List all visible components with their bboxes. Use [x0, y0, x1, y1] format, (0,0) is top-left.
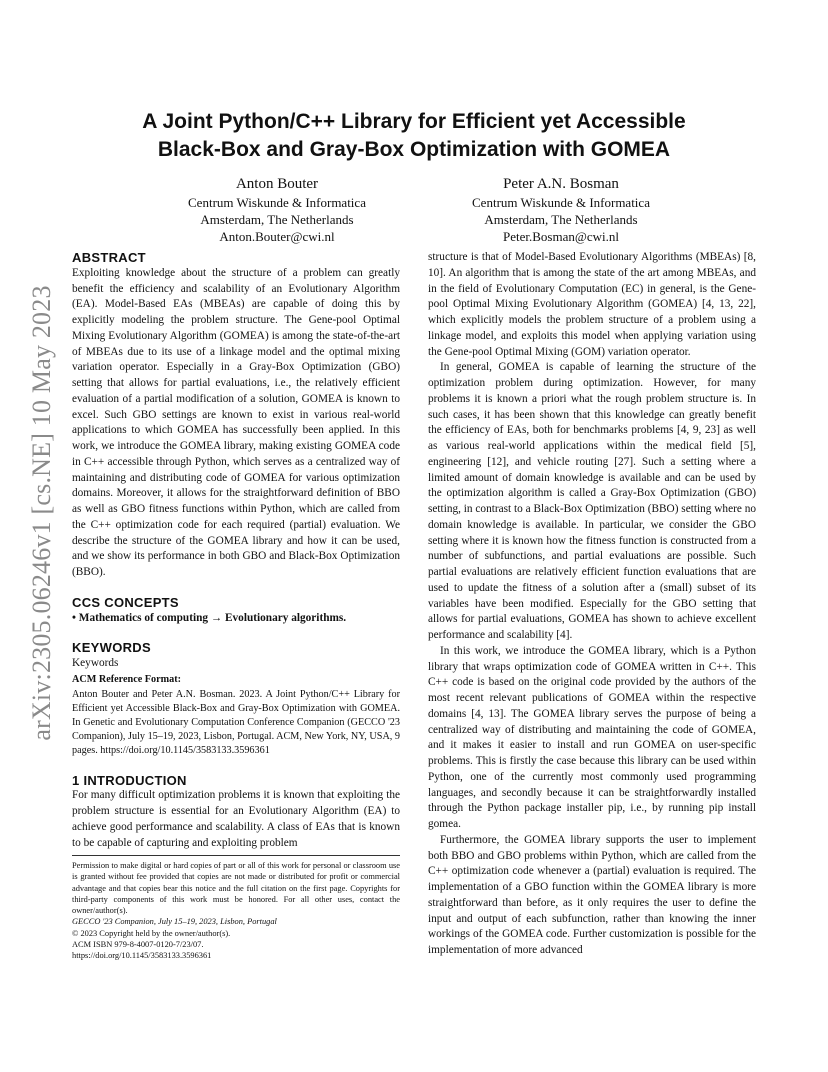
title-line-1: A Joint Python/C++ Library for Efficient yet Accessible	[142, 110, 686, 133]
permission-notice: Permission to make digital or hard copies of part or all of this work for personal or classroom use is granted without fee provided that copies are not made or distributed for profit or commercial advantage and that copies bear this notice and the full citation on the first page. Copyrights for third-party components of this work must be honored. For all other uses, contact the owner/author(s).	[72, 861, 400, 916]
right-column	[428, 250, 756, 959]
introduction-text: For many difficult optimization problems it is known that exploiting the problem structure is essential for an Evolutionary Algorithm (EA) to achieve good performance and scalability. A class of EAs that is known to be capable of capturing and exploiting problem	[72, 789, 400, 849]
paragraph: In this work, we introduce the GOMEA library, which is a Python library that wraps optimization code of GOMEA written in C++. This C++ code is based on the original code provided by the authors of the most recent relevant publications of GOMEA within the respective domains [4, 13]. The GOMEA library serves the purpose of being a centralized way of distributing and maintaining the code of GOMEA, and it makes it easier to install and run GOMEA on user-specific problems. This is firstly the case because this library can be used within Python, one of the currently most commonly used programming languages, and secondly because it can be straightforwardly installed through the Python package installer pip, i.e., by running pip install gomea.	[428, 644, 756, 830]
ccs-heading: CCS CONCEPTS	[72, 594, 179, 610]
paragraph: Furthermore, the GOMEA library supports the user to implement both BBO and GBO problems within Python, which are called from the C++ optimization code whenever a (partial) evaluation is required. The implementation of a GBO function within the GOMEA library is more straightforward than before, as it only requires the user to define the input and output of each subfunction, rather than knowing the inner workings of the GOMEA code. Further customization is possible for the implementation of more advanced	[428, 833, 756, 956]
doi-link[interactable]: https://doi.org/10.1145/3583133.3596361	[72, 951, 212, 961]
keywords-text: Keywords	[72, 657, 119, 669]
keywords-heading: KEYWORDS	[72, 640, 151, 656]
author-affiliation: Centrum Wiskunde & Informatica	[188, 195, 366, 210]
author-block-2	[411, 174, 711, 245]
abstract-heading: ABSTRACT	[72, 250, 146, 265]
author-location: Amsterdam, The Netherlands	[484, 212, 638, 227]
copyright-line: © 2023 Copyright held by the owner/author(s).	[72, 928, 231, 938]
acm-reference-heading: ACM Reference Format:	[72, 673, 181, 685]
author-location: Amsterdam, The Netherlands	[200, 212, 354, 227]
paper-title	[100, 108, 728, 164]
left-column	[72, 250, 400, 851]
introduction-heading: 1 INTRODUCTION	[72, 772, 187, 788]
arxiv-identifier-text: arXiv:2305.06246v1 [cs.NE] 10 May 2023	[27, 285, 56, 741]
author-email: Peter.Bosman@cwi.nl	[503, 229, 619, 244]
author-affiliation: Centrum Wiskunde & Informatica	[472, 195, 650, 210]
footnote	[72, 855, 400, 962]
author-email: Anton.Bouter@cwi.nl	[219, 229, 335, 244]
author-block-1	[127, 174, 427, 245]
venue-line: GECCO '23 Companion, July 15–19, 2023, Lisbon, Portugal	[72, 917, 277, 927]
arxiv-identifier	[22, 278, 62, 748]
paragraph: In general, GOMEA is capable of learning the structure of the optimization problem during optimization. However, for many problems it is known a priori what the rough problem structure is. In such cases, it has been shown that this knowledge can greatly benefit the efficiency of EAs, both for benchmarks problems [4, 9, 23] as well as various real-world applications within the medical field [5], engineering [12], and vehicle routing [27]. Such a setting where a limited amount of domain knowledge is available and can be used by the optimization algorithm is called a Gray-Box Optimization (GBO) setting, in contrast to a Black-Box Optimization (BBO) setting where no domain knowledge is available. In particular, we consider the GBO setting where it is known how the fitness function is constructed from a number of subfunctions, and partial evaluations are possible. Such partial evaluations are relatively efficient function evaluations that are used to update the fitness of a solution after a (small) subset of its variables have been modified. Especially for the GBO setting that allows for partial evaluations, GOMEA has shown to achieve excellent performance and scalability [4].	[428, 361, 756, 641]
paragraph: structure is that of Model-Based Evolutionary Algorithms (MBEAs) [8, 10]. An algorithm that is among the state of the art among MBEAs, and in the field of Evolutionary Computation (EC) in general, is the Gene-pool Optimal Mixing Evolutionary Algorithm (GOMEA) [4, 13, 22], which explicitly models the problem structure of a problem using a linkage model, and exploits this model when applying variation using the Gene-pool Optimal Mixing (GOM) variation operator.	[428, 251, 756, 358]
abstract-text: Exploiting knowledge about the structure of a problem can greatly benefit the efficiency and scalability of an Evolutionary Algorithm (EA). Model-Based EAs (MBEAs) are capable of doing this by explicitly modeling the problem structure. The Gene-pool Optimal Mixing Evolutionary Algorithm (GOMEA) is among the state-of-the-art of MBEAs due to its use of a linkage model and the optimal mixing variation operator. Especially in a Gray-Box Optimization (GBO) setting that allows for partial evaluations, i.e., the relatively efficient evaluation of a partial modification of a solution, GOMEA is known to excel. Such GBO settings are known to exist in various real-world applications to which GOMEA has successfully been applied. In this work, we introduce the GOMEA library, making existing GOMEA code in C++ accessible through Python, which serves as a centralized way of maintaining and distributing code of GOMEA for various optimization domains. Moreover, it allows for the straightforward definition of BBO as well as GBO fitness functions within Python, which are called from the C++ optimization code for each required (partial) evaluation. We describe the structure of the GOMEA library and how it can be used, and we show its performance in both GBO and Black-Box Optimization (BBO).	[72, 266, 400, 578]
author-name: Anton Bouter	[235, 176, 319, 192]
acm-reference-text: Anton Bouter and Peter A.N. Bosman. 2023. A Joint Python/C++ Library for Efficient yet Accessible Black-Box and Gray-Box Optimization with GOMEA. In Genetic and Evolutionary Computation Conference Companion (GECCO '23 Companion), July 15–19, 2023, Lisbon, Portugal. ACM, New York, NY, USA, 9 pages. https://doi.org/10.1145/3583133.3596361	[72, 688, 400, 757]
isbn-line: ACM ISBN 979-8-4007-0120-7/23/07.	[72, 940, 204, 950]
ccs-text: • Mathematics of computing → Evolutionary algorithms.	[72, 611, 347, 624]
title-line-2: Black-Box and Gray-Box Optimization with GOMEA	[157, 138, 671, 161]
author-name: Peter A.N. Bosman	[503, 176, 619, 192]
